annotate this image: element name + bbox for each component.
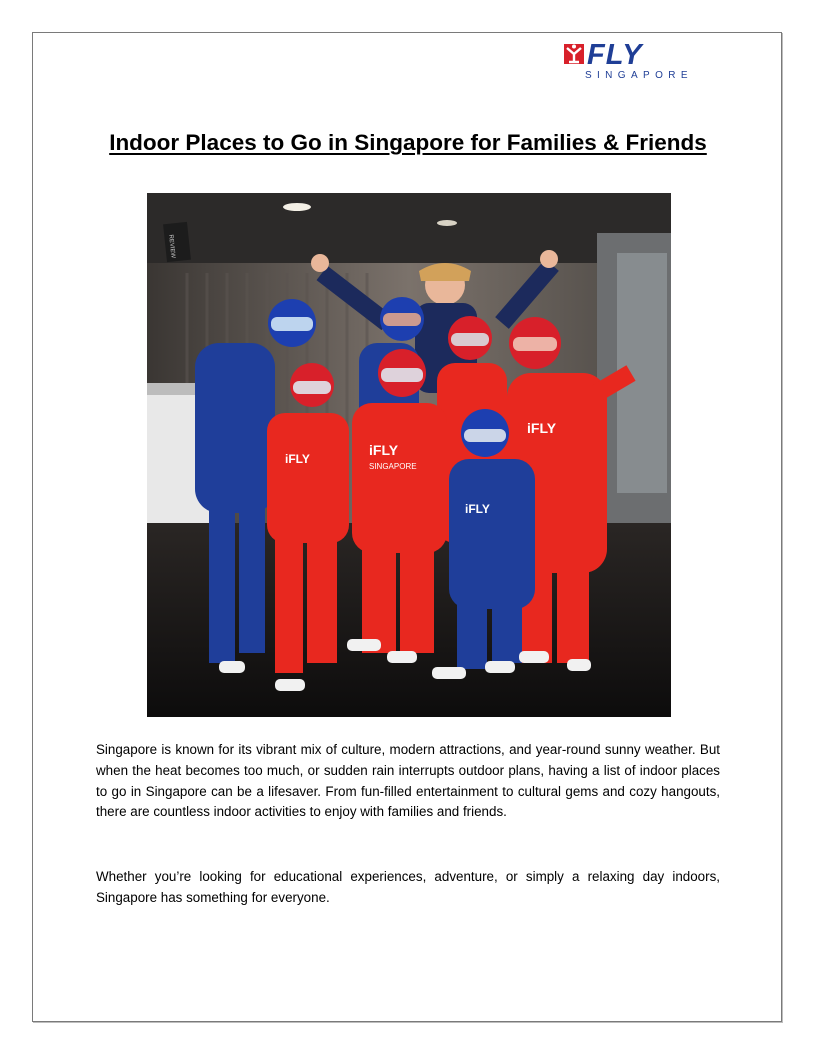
suit-sublabel-front-middle: SINGAPORE [369, 462, 417, 471]
logo-person-icon [563, 42, 587, 72]
ifly-singapore-logo [563, 40, 693, 82]
review-sign-text: REVIEW [167, 234, 176, 259]
photo-illustration [147, 193, 671, 717]
paragraph-closing: Whether you’re looking for educational experiences, adventure, or simply a relaxing day indoors, Singapore has something for everyone. [96, 869, 720, 905]
logo-subtitle: SINGAPORE [584, 70, 693, 81]
suit-label-right: iFLY [527, 420, 557, 436]
suit-label-small: iFLY [465, 502, 490, 516]
suit-label-front-middle: iFLY [369, 442, 399, 458]
page-title: Indoor Places to Go in Singapore for Families & Friends [109, 130, 707, 155]
suit-label-front-left: iFLY [285, 452, 310, 466]
paragraph-intro: Singapore is known for its vibrant mix of culture, modern attractions, and year-round sunny weather. But when the heat becomes too much, or sudden rain interrupts outdoor plans, having a list of indoor places to go in Singapore can be a lifesaver. From fun-filled entertainment to cultural gems and cozy hangouts, there are countless indoor activities to enjoy with families and friends. [96, 742, 720, 820]
group-photo [147, 193, 671, 717]
logo-wordmark: FLY [587, 39, 643, 71]
